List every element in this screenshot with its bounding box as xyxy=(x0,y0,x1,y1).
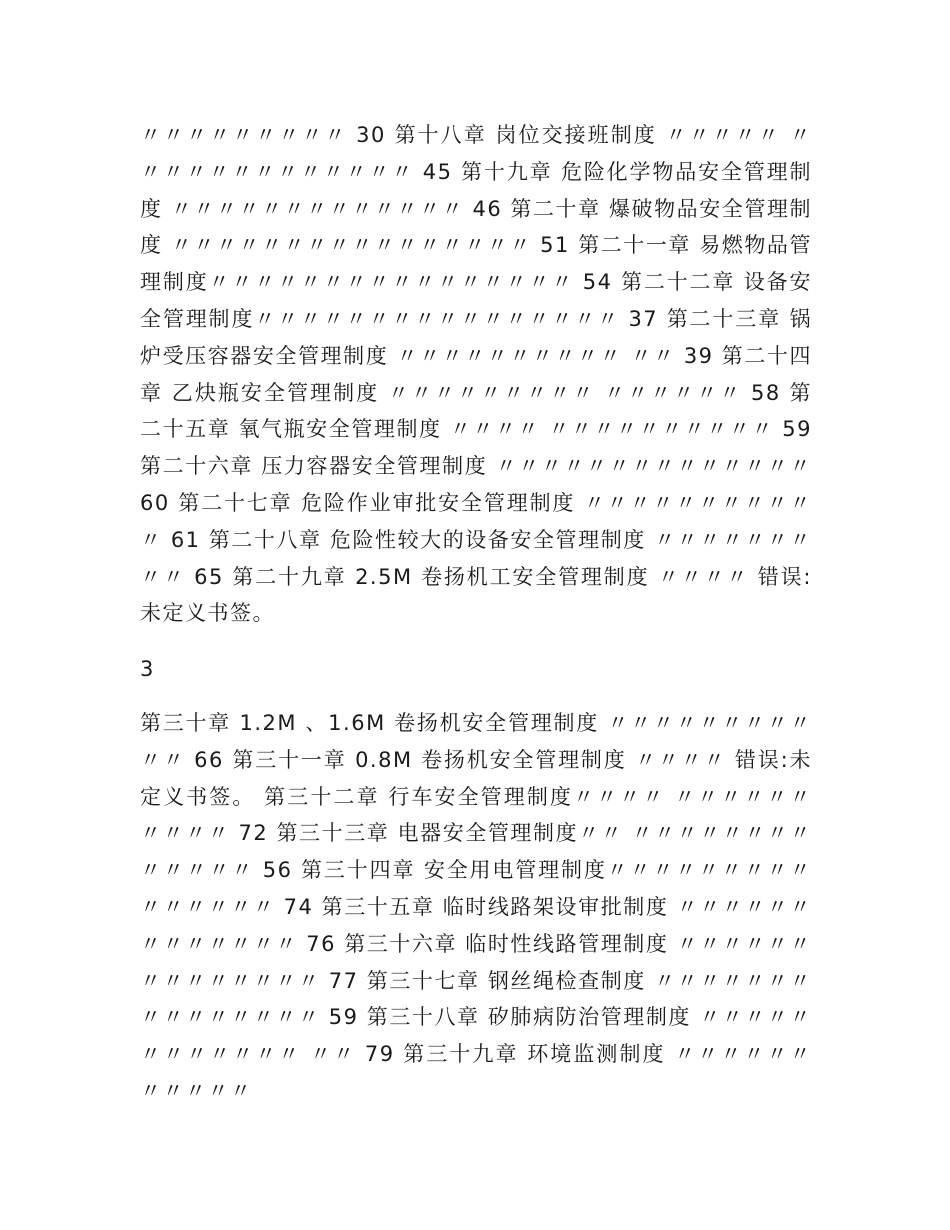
toc-block-chapters-30-39: 第三十章 1.2M 、1.6M 卷扬机安全管理制度 〃〃〃〃〃〃〃〃〃〃〃 66 第三十一章 0.8M 卷扬机安全管理制度 〃〃〃〃 错误:未定义书签。 第三十二章 行车安全管理制度〃〃〃〃 〃〃〃〃〃〃〃〃〃〃 72 第三十三章 电器安全管理制度〃〃 〃〃〃〃〃〃〃〃〃〃〃〃〃 56 第三十四章 安全用电管理制度〃〃〃〃〃〃〃〃〃〃〃〃〃〃〃 74 第三十五章 临时线路架设审批制度 〃〃〃〃〃〃〃〃〃〃〃〃〃 76 第三十六章 临时性线路管理制度 〃〃〃〃〃〃〃〃〃〃〃〃〃〃 77 第三十七章 钢丝绳检查制度 〃〃〃〃〃〃〃〃〃〃〃〃〃〃〃 59 第三十八章 矽肺病防治管理制度 〃〃〃〃〃〃〃〃〃〃〃〃 〃〃 79 第三十九章 环境监测制度 〃〃〃〃〃〃〃〃〃〃〃 xyxy=(140,711,812,1103)
page-number-marker: 3 xyxy=(140,657,155,681)
toc-block-chapters-18-29: 〃〃〃〃〃〃〃〃〃 30 第十八章 岗位交接班制度 〃〃〃〃〃 〃〃〃〃〃〃〃〃〃〃〃〃〃 45 第十九章 危险化学物品安全管理制度 〃〃〃〃〃〃〃〃〃〃〃〃〃 46 第二十章 爆破物品安全管理制度 〃〃〃〃〃〃〃〃〃〃〃〃〃〃〃〃 51 第二十一章 易燃物品管理制度〃〃〃〃〃〃〃〃〃〃〃〃〃〃〃〃 54 第二十二章 设备安全管理制度〃〃〃〃〃〃〃〃〃〃〃〃〃〃〃〃 37 第二十三章 锅炉受压容器安全管理制度 〃〃〃〃〃〃〃〃〃〃 〃〃 39 第二十四章 乙炔瓶安全管理制度 〃〃〃〃〃〃〃〃〃 〃〃〃〃〃〃 58 第二十五章 氧气瓶安全管理制度 〃〃〃〃 〃〃〃〃〃〃〃〃〃〃 59 第二十六章 压力容器安全管理制度 〃〃〃〃〃〃〃〃〃〃〃〃〃〃 60 第二十七章 危险作业审批安全管理制度 〃〃〃〃〃〃〃〃〃〃〃 61 第二十八章 危险性较大的设备安全管理制度 〃〃〃〃〃〃〃〃〃 65 第二十九章 2.5M 卷扬机工安全管理制度 〃〃〃〃 错误:未定义书签。 xyxy=(140,123,812,626)
